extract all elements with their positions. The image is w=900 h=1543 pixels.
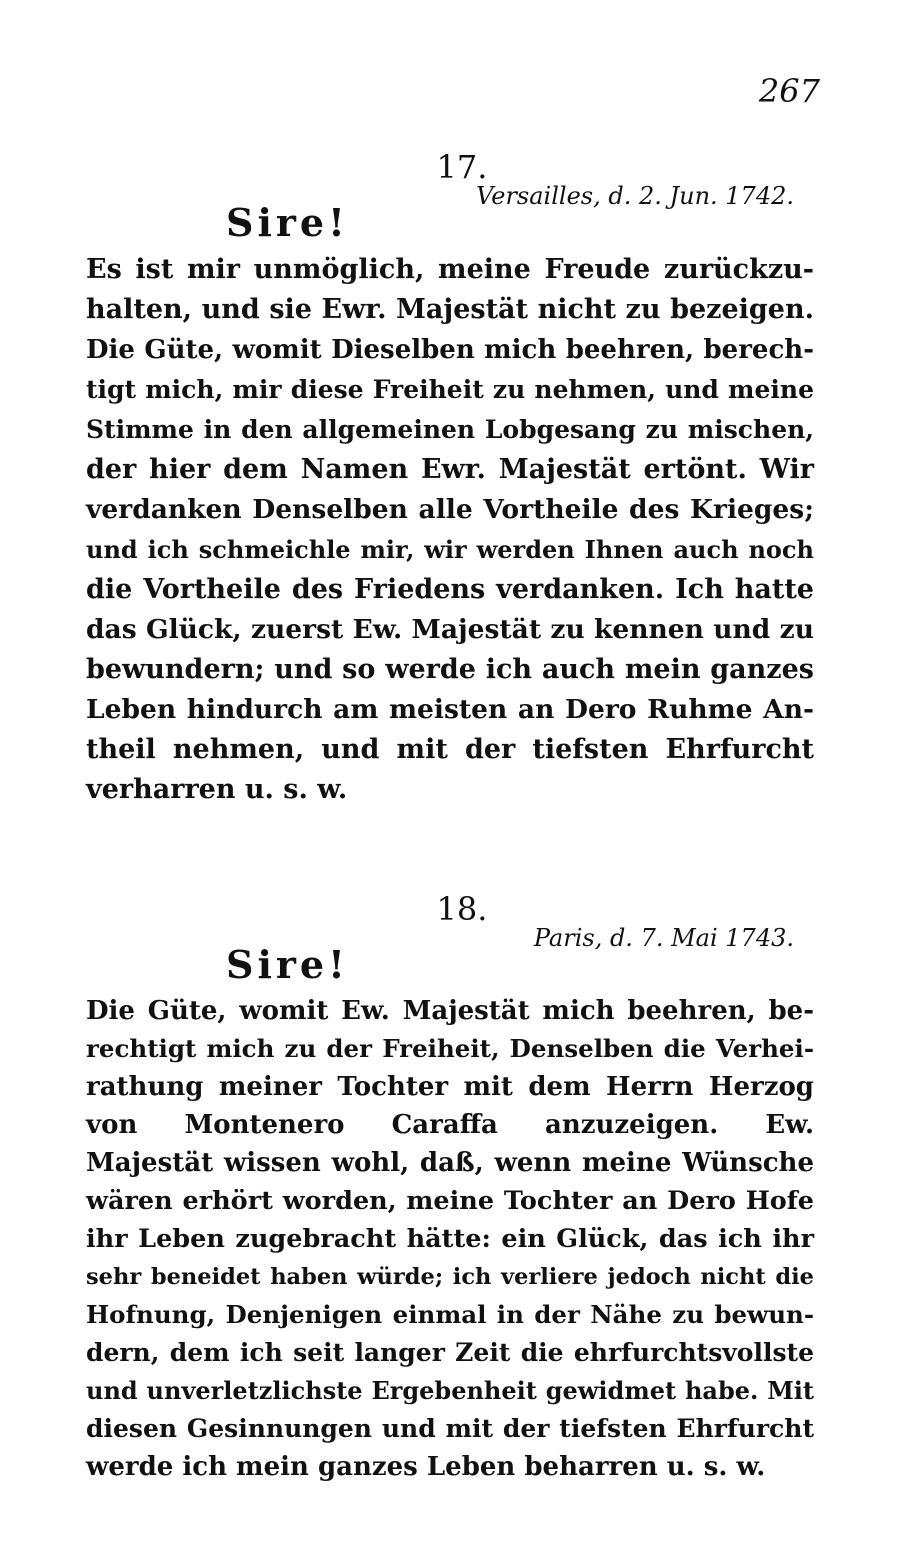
- text-line: rathung meiner Tochter mit dem Herrn Herzog: [86, 1072, 814, 1102]
- letter-salutation: Sire!: [226, 200, 349, 245]
- letter-salutation: Sire!: [226, 942, 349, 987]
- letter-18: [86, 890, 814, 1486]
- letter-17: [86, 148, 814, 810]
- text-line: theil nehmen, und mit der tiefsten Ehrfurcht: [86, 734, 814, 765]
- letter-body: [86, 992, 814, 1486]
- text-line: Die Güte, womit Ew. Majestät mich beehren, be-: [86, 996, 814, 1026]
- text-line: Stimme in den allgemeinen Lobgesang zu mischen,: [86, 415, 814, 444]
- text-line: halten, und sie Ewr. Majestät nicht zu bezeigen.: [86, 294, 814, 325]
- text-line: tigt mich, mir diese Freiheit zu nehmen, und meine: [86, 375, 814, 404]
- text-line: sehr beneidet haben würde; ich verliere jedoch nicht die: [86, 1264, 814, 1290]
- text-line: Die Güte, womit Dieselben mich beehren, berech-: [86, 335, 814, 365]
- text-line: rechtigt mich zu der Freiheit, Denselben die Verhei-: [86, 1034, 814, 1063]
- text-line: Es ist mir unmöglich, meine Freude zurückzu-: [86, 254, 814, 285]
- letter-dateline: Paris, d. 7. Mai 1743.: [533, 924, 794, 952]
- text-line: wären erhört worden, meine Tochter an Dero Hofe: [86, 1186, 814, 1216]
- text-line: dern, dem ich seit langer Zeit die ehrfurchtsvollste: [86, 1338, 814, 1367]
- text-line: der hier dem Namen Ewr. Majestät ertönt. Wir: [86, 454, 814, 485]
- text-line: Majestät wissen wohl, daß, wenn meine Wünsche: [86, 1148, 814, 1178]
- text-line: die Vortheile des Friedens verdanken. Ich hatte: [86, 574, 814, 605]
- text-line: diesen Gesinnungen und mit der tiefsten Ehrfurcht: [86, 1414, 814, 1443]
- text-line: Leben hindurch am meisten an Dero Ruhme An-: [86, 694, 814, 725]
- text-line: von Montenero Caraffa anzuzeigen. Ew.: [86, 1110, 814, 1140]
- letter-body: [86, 250, 814, 810]
- page-number: 267: [758, 72, 820, 110]
- text-line: ihr Leben zugebracht hätte: ein Glück, das ich ihr: [86, 1224, 814, 1254]
- text-line: bewundern; und so werde ich auch mein ganzes: [86, 654, 814, 685]
- letter-dateline: Versailles, d. 2. Jun. 1742.: [476, 182, 794, 210]
- text-line: verharren u. s. w.: [86, 774, 348, 805]
- letter-number: 17.: [436, 148, 488, 186]
- text-line: verdanken Denselben alle Vortheile des Krieges;: [86, 494, 814, 525]
- text-line: werde ich mein ganzes Leben beharren u. s. w.: [86, 1452, 766, 1482]
- text-line: und ich schmeichle mir, wir werden Ihnen auch noch: [86, 535, 814, 564]
- text-line: das Glück, zuerst Ew. Majestät zu kennen und zu: [86, 614, 814, 645]
- text-line: und unverletzlichste Ergebenheit gewidmet habe. Mit: [86, 1376, 814, 1405]
- text-line: Hofnung, Denjenigen einmal in der Nähe zu bewun-: [86, 1300, 814, 1329]
- letter-number: 18.: [436, 890, 488, 928]
